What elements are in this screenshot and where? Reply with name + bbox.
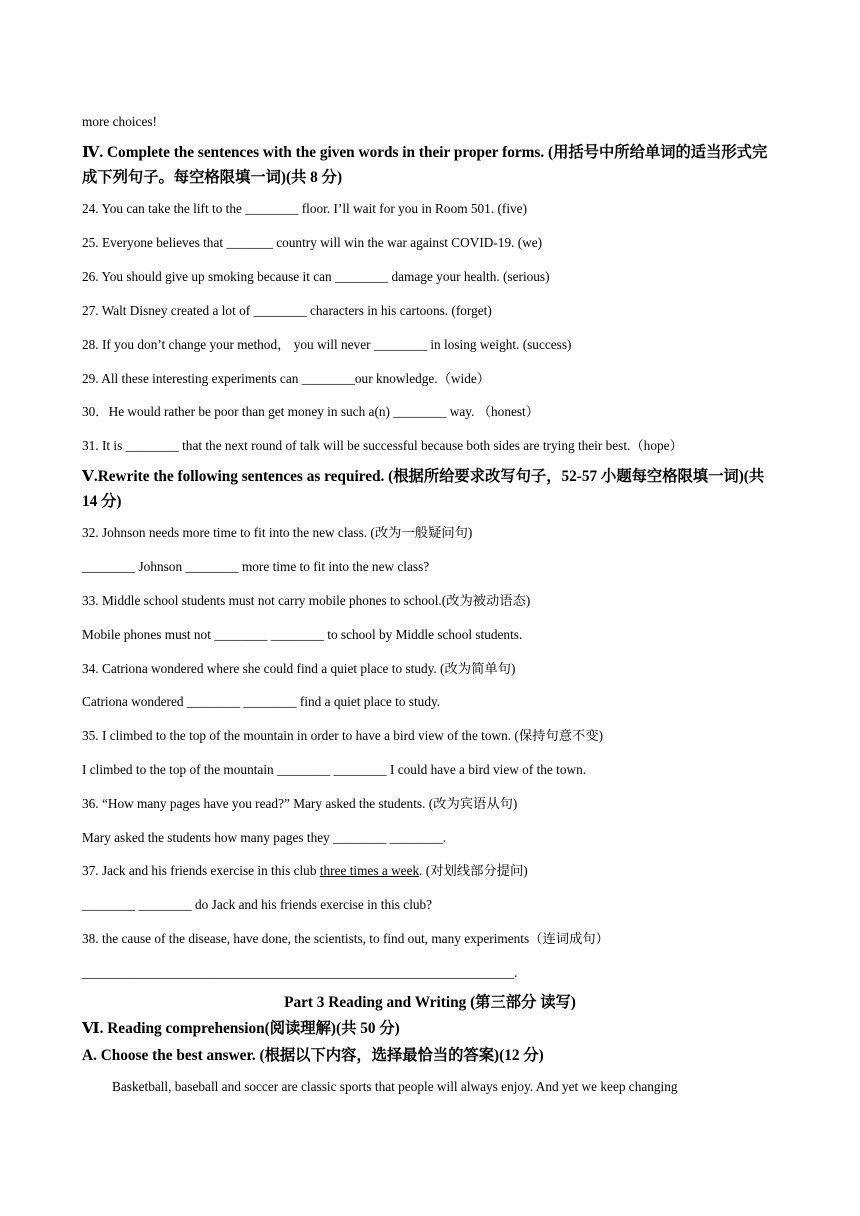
question-25: 25. Everyone believes that _______ country will win the war against COVID-19. (we) <box>82 235 543 250</box>
question-33: 33. Middle school students must not carry mobile phones to school.(改为被动语态) <box>82 593 531 608</box>
answer-34: Catriona wondered ________ ________ find a quiet place to study. <box>82 694 441 709</box>
section-5-heading: Ⅴ.Rewrite the following sentences as required. (根据所给要求改写句子，52-57 小题每空格限填一词)(共 14 分) <box>82 468 765 510</box>
question-37-underlined: three times a week <box>319 863 420 878</box>
question-37-suffix: . (对划线部分提问) <box>419 863 528 878</box>
question-31: 31. It is ________ that the next round of talk will be successful because both sides are trying their best.（hope） <box>82 438 683 453</box>
section-a-heading: A. Choose the best answer. (根据以下内容，选择最恰当的答案)(12 分) <box>82 1047 544 1064</box>
question-27: 27. Walt Disney created a lot of ________ characters in his cartoons. (forget) <box>82 303 492 318</box>
question-38: 38. the cause of the disease, have done, the scientists, to find out, many experiments（连词成句） <box>82 931 609 946</box>
question-37 <box>82 862 802 880</box>
passage-first-line: Basketball, baseball and soccer are classic sports that people will always enjoy. And yet we keep changing <box>112 1079 678 1094</box>
answer-32: ________ Johnson ________ more time to fit into the new class? <box>82 559 430 574</box>
answer-38: _________________________________________________________________. <box>82 965 518 980</box>
section-6-heading: Ⅵ. Reading comprehension(阅读理解)(共 50 分) <box>82 1020 400 1037</box>
question-28: 28. If you don’t change your method， you will never ________ in losing weight. (success) <box>82 337 572 352</box>
question-26: 26. You should give up smoking because it can ________ damage your health. (serious) <box>82 269 550 284</box>
answer-33: Mobile phones must not ________ ________ to school by Middle school students. <box>82 627 523 642</box>
question-36: 36. “How many pages have you read?” Mary asked the students. (改为宾语从句) <box>82 796 518 811</box>
question-32: 32. Johnson needs more time to fit into the new class. (改为一般疑问句) <box>82 525 473 540</box>
section-4-heading: Ⅳ. Complete the sentences with the given words in their proper forms. (用括号中所给单词的适当形式完成下列句子。每空格限填一词)(共 8 分) <box>82 144 768 186</box>
question-29: 29. All these interesting experiments can ________our knowledge.（wide） <box>82 371 491 386</box>
part-3-title: Part 3 Reading and Writing (第三部分 读写) <box>284 994 576 1011</box>
question-24: 24. You can take the lift to the ________ floor. I’ll wait for you in Room 501. (five) <box>82 201 528 216</box>
question-34: 34. Catriona wondered where she could find a quiet place to study. (改为简单句) <box>82 661 516 676</box>
answer-36: Mary asked the students how many pages they ________ ________. <box>82 830 447 845</box>
question-30: 30．He would rather be poor than get money in such a(n) ________ way. （honest） <box>82 404 540 419</box>
continuation-text: more choices! <box>82 114 157 129</box>
question-37-prefix: 37. Jack and his friends exercise in this club <box>82 863 320 878</box>
question-35: 35. I climbed to the top of the mountain in order to have a bird view of the town. (保持句意不变) <box>82 728 604 743</box>
answer-37: ________ ________ do Jack and his friends exercise in this club? <box>82 897 433 912</box>
answer-35: I climbed to the top of the mountain ________ ________ I could have a bird view of the town. <box>82 762 587 777</box>
